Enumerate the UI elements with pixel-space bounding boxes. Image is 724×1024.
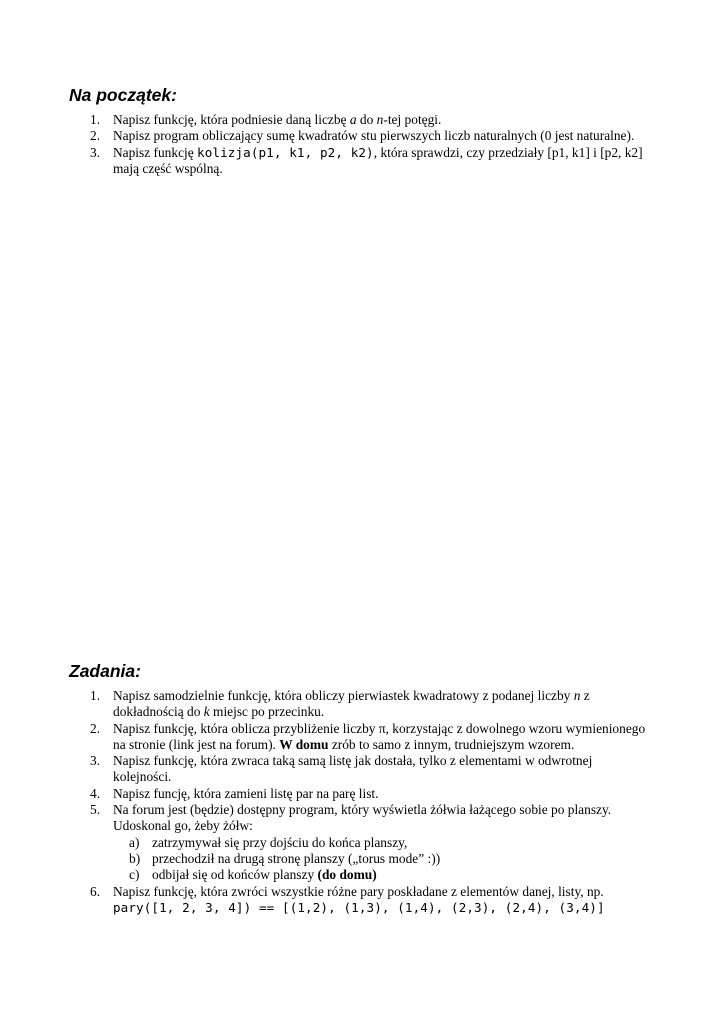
item-number: 2. xyxy=(90,128,101,144)
item-number: 3. xyxy=(90,144,101,160)
item-text: Na forum jest (będzie) dostępny program, który wyświetla żółwia łażącego sobie po planszy. Udoskonal go, żeby żółw: xyxy=(113,802,612,834)
section-tasks xyxy=(0,660,724,916)
sub-list-item xyxy=(129,835,654,851)
list-item xyxy=(0,802,724,883)
item-text: zrób to samo z innym, trudniejszym wzorem. xyxy=(328,736,575,752)
item-number: 1. xyxy=(90,112,101,127)
sub-list xyxy=(113,835,654,884)
variable-a: a xyxy=(349,112,357,127)
code-snippet: kolizja(p1, k1, p2, k2) xyxy=(197,144,374,160)
item-number: 1. xyxy=(90,688,101,703)
list-item xyxy=(0,786,724,802)
tasks-list xyxy=(0,688,724,916)
item-text: Napisz program obliczający sumę kwadratów stu pierwszych liczb naturalnych (0 jest naturalne). xyxy=(113,128,635,144)
item-text: Napisz funkcję, która oblicza przybliżenie liczby π, korzystając z dowolnego wzoru wymienionego na stronie (link jest na forum). xyxy=(113,720,646,752)
list-item xyxy=(0,884,724,917)
item-text: do xyxy=(356,112,377,127)
list-item xyxy=(0,145,724,178)
sub-item-text: zatrzymywał się przy dojściu do końca planszy, xyxy=(152,834,408,850)
item-number: 3. xyxy=(90,753,101,769)
section-start xyxy=(0,84,724,177)
sub-item-letter: c) xyxy=(129,867,140,883)
list-item xyxy=(0,688,724,721)
list-item xyxy=(0,112,724,128)
item-text: -tej potęgi. xyxy=(383,112,442,127)
item-text: Napisz samodzielnie funkcję, która obliczy pierwiastek kwadratowy z podanej liczby xyxy=(113,688,574,703)
item-number: 4. xyxy=(90,785,101,801)
variable-n: n xyxy=(376,112,384,127)
start-list xyxy=(0,112,724,177)
item-text: miejsc po przecinku. xyxy=(209,704,325,720)
variable-k: k xyxy=(203,704,210,720)
item-number: 6. xyxy=(90,883,101,899)
item-text: Napisz funkcję xyxy=(113,144,198,160)
sub-item-text: przechodził na drugą stronę planszy („torus mode” :)) xyxy=(152,850,441,866)
sub-list-item xyxy=(129,851,654,867)
item-number: 2. xyxy=(90,720,101,736)
section-title: Zadania: xyxy=(69,661,141,681)
item-text: , która sprawdzi, czy przedziały [p1, k1] i [p2, k2] mają część wspólną. xyxy=(113,144,643,176)
sub-item-text: odbijał się od końców planszy xyxy=(152,867,318,883)
variable-n: n xyxy=(573,688,581,703)
item-number: 5. xyxy=(90,802,101,818)
section-title: Na początek: xyxy=(69,85,177,105)
item-text: Napisz funcję, która zamieni listę par na parę list. xyxy=(113,785,379,801)
sub-item-letter: a) xyxy=(129,834,140,850)
list-item xyxy=(0,128,724,144)
sub-list-item xyxy=(129,867,654,883)
emphasis-bold: W domu xyxy=(279,736,329,752)
list-item xyxy=(0,753,724,786)
item-text: z dokładnością do xyxy=(113,688,590,720)
emphasis-bold: (do domu) xyxy=(317,867,377,883)
list-item xyxy=(0,721,724,754)
code-snippet: pary([1, 2, 3, 4]) == [(1,2), (1,3), (1,4), (2,3), (2,4), (3,4)] xyxy=(113,899,605,915)
item-text: Napisz funkcję, która podniesie daną liczbę xyxy=(113,112,350,127)
item-text: Napisz funkcję, która zwraca taką samą listę jak dostała, tylko z elementami w odwrotnej kolejności. xyxy=(113,753,593,785)
sub-item-letter: b) xyxy=(129,850,141,866)
item-text: Napisz funkcję, która zwróci wszystkie różne pary poskładane z elementów danej, listy, np. xyxy=(113,883,604,899)
